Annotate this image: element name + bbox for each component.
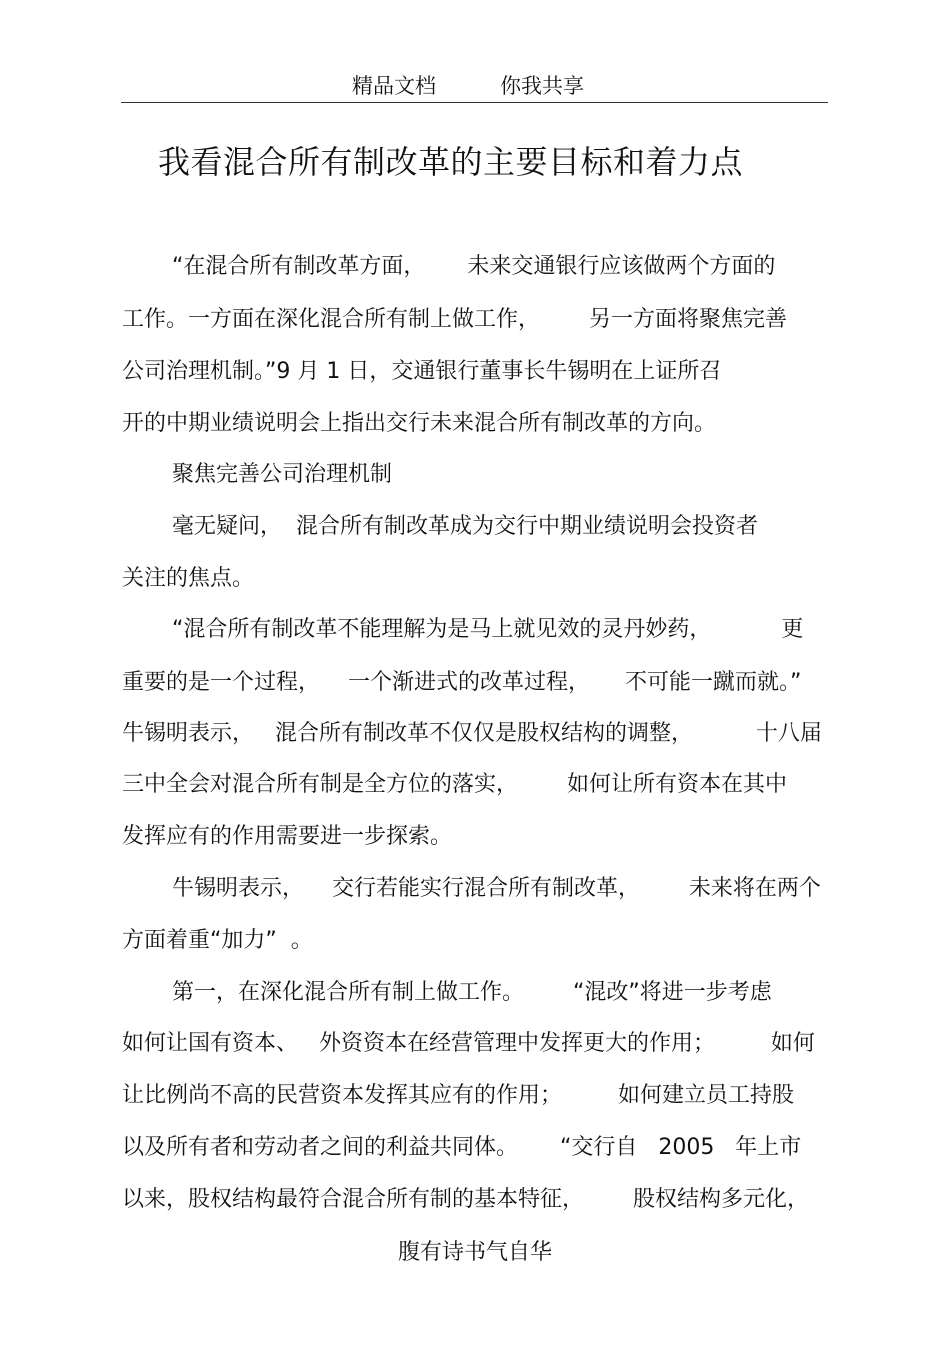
body-line: 牛锡明表示， 混合所有制改革不仅仅是股权结构的调整， 十八届 bbox=[122, 721, 822, 746]
document-title: 我看混合所有制改革的主要目标和着力点 bbox=[158, 143, 744, 181]
body-line: 以来，股权结构最符合混合所有制的基本特征， 股权结构多元化， bbox=[122, 1187, 809, 1212]
body-line: “在混合所有制改革方面， 未来交通银行应该做两个方面的 bbox=[172, 254, 776, 279]
header-right-text: 你我共享 bbox=[500, 74, 584, 98]
section-heading: 聚焦完善公司治理机制 bbox=[172, 462, 393, 487]
body-line: 工作。一方面在深化混合所有制上做工作， 另一方面将聚焦完善 bbox=[122, 307, 787, 332]
body-line: “混合所有制改革不能理解为是马上就见效的灵丹妙药， 更 bbox=[172, 617, 804, 642]
body-line: 以及所有者和劳动者之间的利益共同体。 “交行自 2005 年上市 bbox=[122, 1135, 802, 1160]
body-line: 如何让国有资本、 外资资本在经营管理中发挥更大的作用； 如何 bbox=[122, 1031, 815, 1056]
body-line: 关注的焦点。 bbox=[122, 566, 255, 591]
body-line: 发挥应有的作用需要进一步探索。 bbox=[122, 824, 453, 849]
header-left-text: 精品文档 bbox=[352, 74, 436, 98]
header-divider bbox=[121, 102, 828, 103]
body-line: 第一，在深化混合所有制上做工作。 “混改”将进一步考虑 bbox=[172, 980, 772, 1005]
body-line: 毫无疑问， 混合所有制改革成为交行中期业绩说明会投资者 bbox=[172, 514, 758, 539]
body-line: 三中全会对混合所有制是全方位的落实， 如何让所有资本在其中 bbox=[122, 772, 787, 797]
body-line: 牛锡明表示， 交行若能实行混合所有制改革， 未来将在两个 bbox=[172, 876, 821, 901]
body-line: 重要的是一个过程， 一个渐进式的改革过程， 不可能一蹴而就。” bbox=[122, 670, 802, 695]
body-line: 开的中期业绩说明会上指出交行未来混合所有制改革的方向。 bbox=[122, 411, 717, 436]
body-line: 让比例尚不高的民营资本发挥其应有的作用； 如何建立员工持股 bbox=[122, 1083, 794, 1108]
page-header bbox=[0, 68, 950, 104]
page-footer: 腹有诗书气自华 bbox=[397, 1240, 552, 1265]
body-line: 公司治理机制。”9 月 1 日，交通银行董事长牛锡明在上证所召 bbox=[122, 359, 722, 384]
body-line: 方面着重“加力” 。 bbox=[122, 928, 313, 953]
